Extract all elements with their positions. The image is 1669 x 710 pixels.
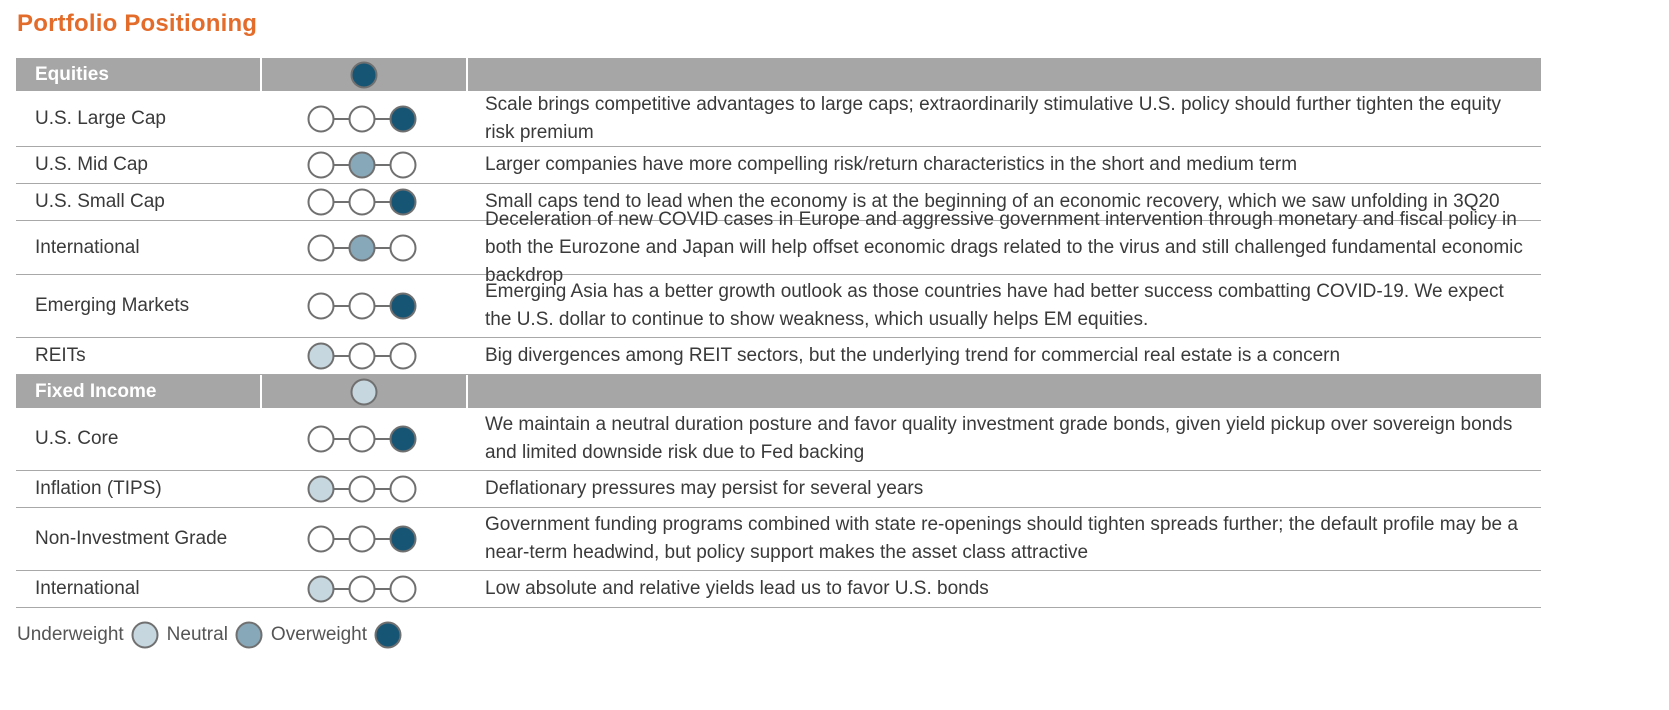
rating-indicator	[305, 574, 419, 604]
rating-dot	[309, 190, 334, 215]
page-title: Portfolio Positioning	[17, 10, 258, 37]
rating-dot	[309, 344, 334, 369]
asset-class-rating	[260, 221, 464, 274]
rationale-text: Larger companies have more compelling risk/return characteristics in the short and medium term	[485, 154, 1298, 175]
section-name: Fixed Income	[35, 380, 157, 402]
rating-dot	[352, 379, 377, 404]
table-row	[16, 508, 1541, 571]
asset-class-rating	[260, 408, 464, 470]
asset-class-label: REITs	[35, 345, 86, 366]
asset-class-label: Non-Investment Grade	[35, 528, 228, 549]
asset-class-label: U.S. Large Cap	[35, 107, 166, 129]
rationale-text: Emerging Asia has a better growth outlook as those countries have had better success combatting COVID-19. We expect the U.S. dollar to continue to show weakness, which usually helps EM equities.	[485, 281, 1504, 330]
rating-dot	[350, 235, 375, 260]
table-row	[16, 338, 1541, 375]
rationale-text: Deceleration of new COVID cases in Europe and aggressive government intervention through monetary and fiscal policy in both the Eurozone and Japan will help offset economic drags related to the virus and still challenged fundamental economic backdrop	[485, 208, 1523, 286]
rating-dot	[391, 577, 416, 602]
rating-dot	[309, 477, 334, 502]
rating-dot	[309, 153, 334, 178]
rating-dot	[350, 344, 375, 369]
rating-dot	[236, 623, 261, 648]
asset-class-label: International	[35, 236, 140, 258]
rationale-text: Small caps tend to lead when the economy is at the beginning of an economic recovery, which we saw unfolding in 3Q20	[485, 191, 1500, 212]
rating-dot	[309, 577, 334, 602]
rating-indicator	[305, 474, 419, 504]
rating-dot	[391, 235, 416, 260]
section-rating	[260, 375, 468, 408]
legend-item	[271, 620, 403, 650]
rating-indicator	[305, 291, 419, 321]
rating-dot	[309, 527, 334, 552]
rating-indicator	[305, 424, 419, 454]
table-row	[16, 275, 1541, 338]
table-row	[16, 471, 1541, 508]
rationale-text: Big divergences among REIT sectors, but the underlying trend for commercial real estate is a concern	[485, 345, 1341, 366]
asset-class-label: U.S. Small Cap	[35, 191, 165, 212]
rating-dot	[350, 106, 375, 131]
rating-dot	[132, 623, 157, 648]
rating-dot	[376, 623, 401, 648]
rating-indicator	[305, 150, 419, 180]
rating-dot	[391, 477, 416, 502]
legend-label: Neutral	[166, 624, 228, 645]
rating-indicator	[305, 341, 419, 371]
table-row	[16, 147, 1541, 184]
asset-class-label: Inflation (TIPS)	[35, 478, 162, 499]
table-row	[16, 408, 1541, 471]
table-row	[16, 208, 1541, 286]
rating-dot	[350, 190, 375, 215]
asset-class-rating	[260, 508, 464, 570]
rationale-text: Scale brings competitive advantages to large caps; extraordinarily stimulative U.S. policy should further tighten the equity risk premium	[485, 93, 1501, 143]
legend	[17, 620, 410, 650]
table-row	[16, 91, 1541, 147]
rationale-text: Deflationary pressures may persist for several years	[485, 478, 924, 499]
rating-dot	[391, 344, 416, 369]
rationale-text: Low absolute and relative yields lead us to favor U.S. bonds	[485, 578, 989, 599]
rating-dot	[350, 527, 375, 552]
legend-item	[167, 620, 264, 650]
section-header	[16, 375, 1541, 408]
asset-class-rating	[260, 275, 464, 337]
legend-swatch	[234, 620, 264, 650]
rating-dot	[350, 477, 375, 502]
rating-dot	[309, 235, 334, 260]
asset-class-rating	[260, 471, 464, 507]
asset-class-label: International	[35, 578, 140, 599]
rating-dot	[352, 62, 377, 87]
rating-dot	[391, 190, 416, 215]
section-spacer	[485, 375, 1533, 408]
rating-dot	[391, 106, 416, 131]
positioning-table	[16, 58, 1541, 608]
rationale-text: Government funding programs combined with state re-openings should tighten spreads further; the default profile may be a near-term headwind, but policy support makes the asset class attractive	[485, 514, 1518, 563]
rating-indicator	[305, 524, 419, 554]
rating-dot	[350, 294, 375, 319]
rating-dot	[350, 577, 375, 602]
legend-label: Overweight	[270, 624, 368, 645]
rating-dot	[391, 153, 416, 178]
section-rating-dot	[349, 60, 379, 90]
asset-class-rating	[260, 571, 464, 607]
legend-label: Underweight	[17, 624, 124, 645]
section-name: Equities	[35, 63, 109, 85]
asset-class-rating	[260, 184, 464, 220]
asset-class-rating	[260, 147, 464, 183]
rating-dot	[309, 294, 334, 319]
rating-dot	[391, 527, 416, 552]
legend-swatch	[373, 620, 403, 650]
rating-dot	[391, 427, 416, 452]
rating-indicator	[305, 233, 419, 263]
rating-indicator	[305, 187, 419, 217]
legend-swatch	[130, 620, 160, 650]
rating-dot	[391, 294, 416, 319]
asset-class-rating	[260, 91, 464, 146]
section-rating	[260, 58, 468, 91]
asset-class-label: U.S. Mid Cap	[35, 154, 148, 175]
asset-class-label: U.S. Core	[35, 428, 119, 449]
rating-dot	[350, 427, 375, 452]
asset-class-rating	[260, 338, 464, 374]
table-row	[16, 571, 1541, 608]
rating-dot	[309, 427, 334, 452]
rating-dot	[309, 106, 334, 131]
asset-class-label: Emerging Markets	[35, 295, 190, 316]
section-spacer	[485, 58, 1533, 91]
rationale-text: We maintain a neutral duration posture and favor quality investment grade bonds, given yield pickup over sovereign bonds and limited downside risk due to Fed backing	[485, 414, 1513, 463]
section-header	[16, 58, 1541, 91]
rating-indicator	[305, 104, 419, 134]
rating-dot	[350, 153, 375, 178]
legend-item	[17, 620, 160, 650]
section-rating-dot	[349, 377, 379, 407]
